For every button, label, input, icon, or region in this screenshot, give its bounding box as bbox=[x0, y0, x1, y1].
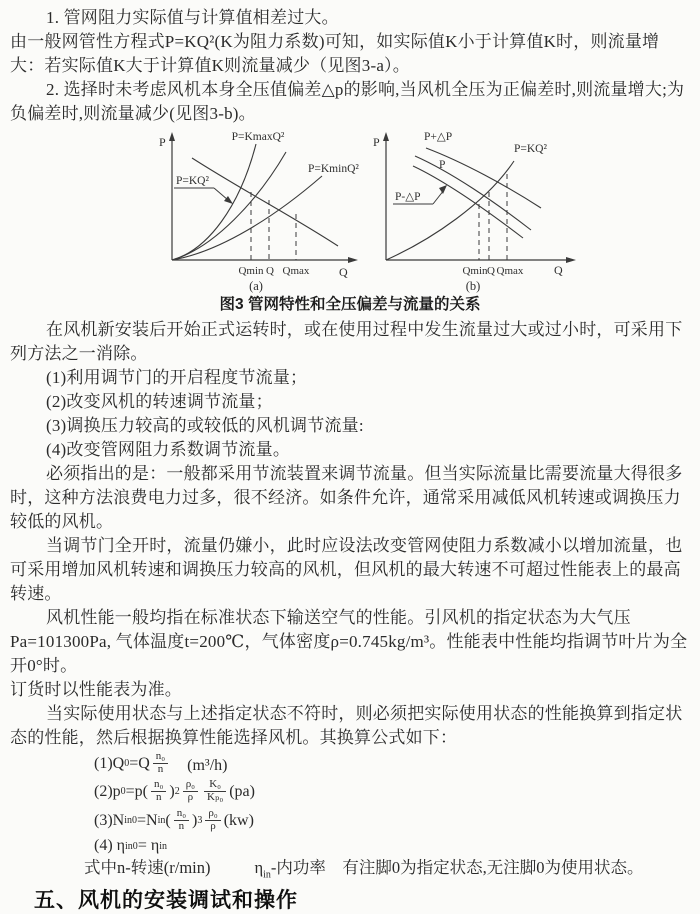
conversion-formulas bbox=[94, 750, 690, 857]
curve-p bbox=[415, 156, 531, 230]
curve-p-kq2 bbox=[172, 152, 286, 260]
x-axis-arrow bbox=[348, 257, 358, 263]
tick-q: Q bbox=[266, 265, 274, 277]
x-axis-arrow bbox=[566, 257, 576, 263]
paragraph-equation-explanation: 由一般网管性方程式P=KQ²(K为阻力系数)可知，如实际值K小于计算值K时，则流量增大：若实际值K大于计算值K则流量减少（见图3-a）。 bbox=[10, 32, 660, 75]
paragraph-conversion-intro: 当实际使用状态与上述指定状态不符时，则必须把实际使用状态的性能换算到指定状态的性能，然后根据换算性能选择风机。其换算公式如下： bbox=[10, 704, 683, 747]
tick-qmax: Qmax bbox=[496, 265, 524, 277]
figure-caption: 图3 管网特性和全压偏差与流量的关系 bbox=[219, 296, 481, 313]
y-axis-arrow bbox=[169, 132, 175, 141]
tick-q: Q bbox=[487, 265, 495, 277]
label-leader-arrowhead bbox=[439, 185, 447, 194]
curve-label-p-plus: P+△P bbox=[424, 131, 453, 143]
paragraph-valve-full-open: 当调节门全开时，流量仍嫌小，此时应设法改变管网使阻力系数减小以增加流量，也可采用增加风机转速和调换压力较高的风机，但风机的最大转速不可超过性能表上的最高转速。 bbox=[10, 536, 683, 603]
paragraph-pressure-deviation: 2. 选择时未考虑风机本身全压值偏差△p的影响,当风机全压为正偏差时,则流量增大;为负偏差时,则流量减少(见图3-b)。 bbox=[10, 80, 685, 123]
y-axis-label: P bbox=[159, 135, 166, 149]
curve-label-p-minus: P-△P bbox=[395, 191, 421, 203]
curve-p-plus-dp bbox=[426, 148, 541, 208]
section-heading: 五、风机的安装调试和操作 bbox=[34, 889, 298, 912]
paragraph-throttling-note: 必须指出的是：一般都采用节流装置来调节流量。但当实际流量比需要流量大得很多时，这种方法浪费电力过多，很不经济。如条件允许，通常采用减低风机转速或调换压力较低的风机。 bbox=[10, 464, 683, 531]
figure-3a-chart bbox=[156, 128, 371, 294]
network-curve-kq2 bbox=[386, 161, 514, 260]
curve-label-kq: P=KQ² bbox=[176, 175, 209, 187]
formula-efficiency: (4) η in0 = η in bbox=[94, 837, 167, 854]
list-item-1: (1)利用调节门的开启程度节流量； bbox=[46, 368, 308, 387]
axes-a bbox=[172, 138, 351, 260]
formula-power: (3)N in0 =N in ( $\frac{\text{n₀}}{n}$ ) 3 $\frac{\text{ρ₀}}{\rho}$ (kw) bbox=[94, 807, 254, 832]
x-axis-label: Q bbox=[554, 263, 563, 277]
figure-3b-chart bbox=[371, 128, 621, 294]
y-axis-label: P bbox=[373, 135, 380, 149]
formula-legend bbox=[84, 857, 690, 881]
label-leader-line bbox=[214, 188, 228, 200]
y-axis-arrow bbox=[383, 132, 389, 141]
paragraph-resistance-intro: 1. 管网阻力实际值与计算值相差过大。 bbox=[46, 8, 339, 27]
list-item-3: (3)调换压力较高的或较低的风机调节流量: bbox=[46, 416, 364, 435]
sub-label-b: (b) bbox=[465, 279, 481, 293]
list-item-4: (4)改变管网阻力系数调节流量。 bbox=[46, 440, 291, 459]
tick-qmin: Qmin bbox=[462, 265, 488, 277]
curve-label-kq: P=KQ² bbox=[514, 143, 547, 155]
curve-label-p: P bbox=[439, 159, 446, 171]
paragraph-elimination-methods: 在风机新安装后开始正式运转时，或在使用过程中发生流量过大或过小时，可采用下列方法之一消除。 bbox=[10, 320, 683, 363]
paragraph-ordering-note: 订货时以性能表为准。 bbox=[10, 680, 182, 699]
x-axis-label: Q bbox=[339, 265, 348, 279]
list-item-2: (2)改变风机的转速调节流量； bbox=[46, 392, 273, 411]
figure-3 bbox=[156, 128, 690, 294]
paragraph-standard-state: 风机性能一般均指在标准状态下输送空气的性能。引风机的指定状态为大气压Pa=101300Pa, 气体温度t=200℃，气体密度ρ=0.745kg/m³。性能表中性能均指调节叶片为全开0°时。 bbox=[10, 608, 688, 675]
tick-qmin: Qmin bbox=[238, 265, 264, 277]
curve-p-kmin-q2 bbox=[172, 176, 322, 260]
legend-speed: 式中n-转速(r/min) bbox=[84, 858, 211, 877]
curve-label-kmax: P=KmaxQ² bbox=[231, 131, 285, 143]
sub-label-a: (a) bbox=[249, 279, 263, 293]
curve-label-kmin: P=KminQ² bbox=[308, 163, 359, 175]
formula-pressure: (2)p 0 =p( $\frac{\text{n₀}}{n}$ ) 2 $\frac{\text{ρ₀}}{\rho}$ $\frac{\text{K₀}}{\text{Kₚ₀}}$ (pa) bbox=[94, 778, 255, 803]
legend-internal-power: $\eta_{in}-$内功率 有注脚0为指定状态,无注脚0为使用状态。 bbox=[254, 858, 644, 881]
tick-qmax: Qmax bbox=[282, 265, 310, 277]
curve-p-kmax-q2 bbox=[172, 144, 256, 260]
formula-flow: (1)Q 0 =Q $\frac{\text{n₀}}{n}$ (m³/h) bbox=[94, 750, 228, 775]
